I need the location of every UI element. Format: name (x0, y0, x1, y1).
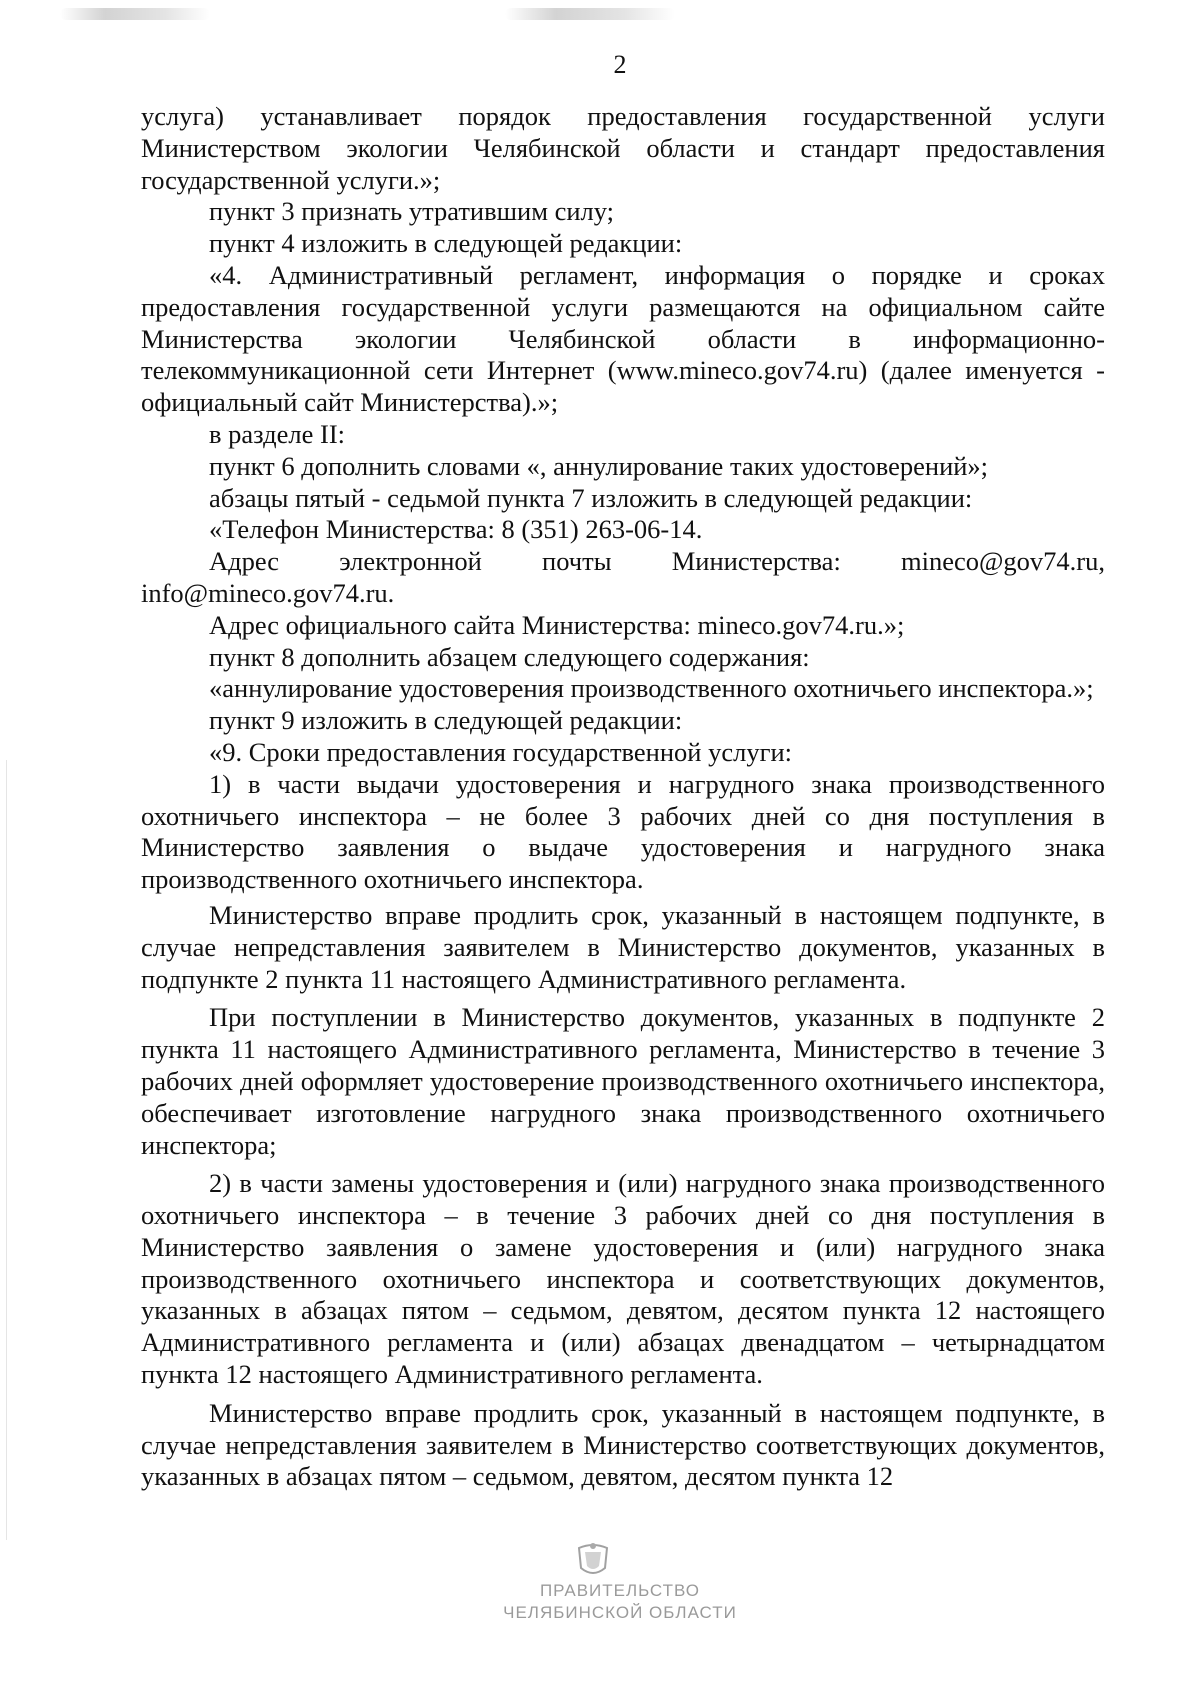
scan-edge-line (6, 760, 7, 1540)
paragraph-17: 2) в части замены удостоверения и (или) нагрудного знака производственного охотничьего инспектора – в течение 3 рабочих дней со дня поступления в Министерство заявления о замене удостоверения и (или) нагрудного знака производственного охотничьего инспектора и соответствующих документов, указанных в абзацах пятом – седьмом, девятом, десятом пункта 12 настоящего Административного регламента и (или) абзацах двенадцатом – четырнадцатом пункта 12 настоящего Административного регламента. (141, 1168, 1105, 1390)
paragraph-4: в разделе II: (209, 418, 346, 449)
scan-artifact-left (60, 8, 210, 20)
paragraph-3: «4. Административный регламент, информация о порядке и сроках предоставления государственной услуги размещаются на официальном сайте Министерства экологии Челябинской области в информационно-телекоммуникационной сети Интернет (www.mineco.gov74.ru) (далее именуется - официальный сайт Министерства).»; (141, 259, 1105, 418)
scan-artifact-center (505, 8, 675, 20)
stamp-line-1: ПРАВИТЕЛЬСТВО (539, 1581, 701, 1600)
paragraph-16: При поступлении в Министерство документов, указанных в подпункте 2 пункта 11 настоящего Административного регламента, Министерство в течение 3 рабочих дней оформляет удостоверение производственного охотничьего инспектора, обеспечивает изготовление нагрудного знака производственного охотничьего инспектора; (141, 1002, 1105, 1160)
paragraph-11: «аннулирование удостоверения производственного охотничьего инспектора.»; (209, 673, 1094, 704)
paragraph-2: пункт 4 изложить в следующей редакции: (209, 228, 683, 259)
coat-of-arms-icon (573, 1542, 613, 1578)
paragraph-12: пункт 9 изложить в следующей редакции: (209, 705, 683, 736)
paragraph-18: Министерство вправе продлить срок, указанный в настоящем подпункте, в случае непредставления заявителем в Министерство соответствующих документов, указанных в абзацах пятом – седьмом, девятом, десятом пункта 12 (141, 1397, 1105, 1492)
paragraph-13: «9. Сроки предоставления государственной услуги: (209, 736, 792, 767)
paragraph-8: Адрес электронной почты Министерства: mineco@gov74.ru, info@mineco.gov74.ru. (141, 546, 1105, 608)
paragraph-7: «Телефон Министерства: 8 (351) 263-06-14. (209, 514, 703, 545)
paragraph-9: Адрес официального сайта Министерства: mineco.gov74.ru.»; (209, 609, 905, 640)
paragraph-1: пункт 3 признать утратившим силу; (209, 196, 615, 227)
paragraph-5: пункт 6 дополнить словами «, аннулирование таких удостоверений»; (209, 450, 989, 481)
stamp-line-2: ЧЕЛЯБИНСКОЙ ОБЛАСТИ (503, 1603, 737, 1622)
paragraph-10: пункт 8 дополнить абзацем следующего содержания: (209, 641, 810, 672)
page-number: 2 (613, 50, 627, 79)
paragraph-6: абзацы пятый - седьмой пункта 7 изложить в следующей редакции: (209, 482, 973, 513)
paragraph-15: Министерство вправе продлить срок, указанный в настоящем подпункте, в случае непредставления заявителем в Министерство документов, указанных в подпункте 2 пункта 11 настоящего Административного регламента. (141, 899, 1105, 994)
government-stamp (0, 1580, 1200, 1624)
document-body (141, 101, 1105, 1493)
paragraph-0: услуга) устанавливает порядок предоставления государственной услуги Министерством экологии Челябинской области и стандарт предоставления государственной услуги.»; (141, 101, 1105, 195)
paragraph-14: 1) в части выдачи удостоверения и нагрудного знака производственного охотничьего инспектора – не более 3 рабочих дней со дня поступления в Министерство заявления о выдаче удостоверения и нагрудного знака производственного охотничьего инспектора. (141, 768, 1105, 895)
